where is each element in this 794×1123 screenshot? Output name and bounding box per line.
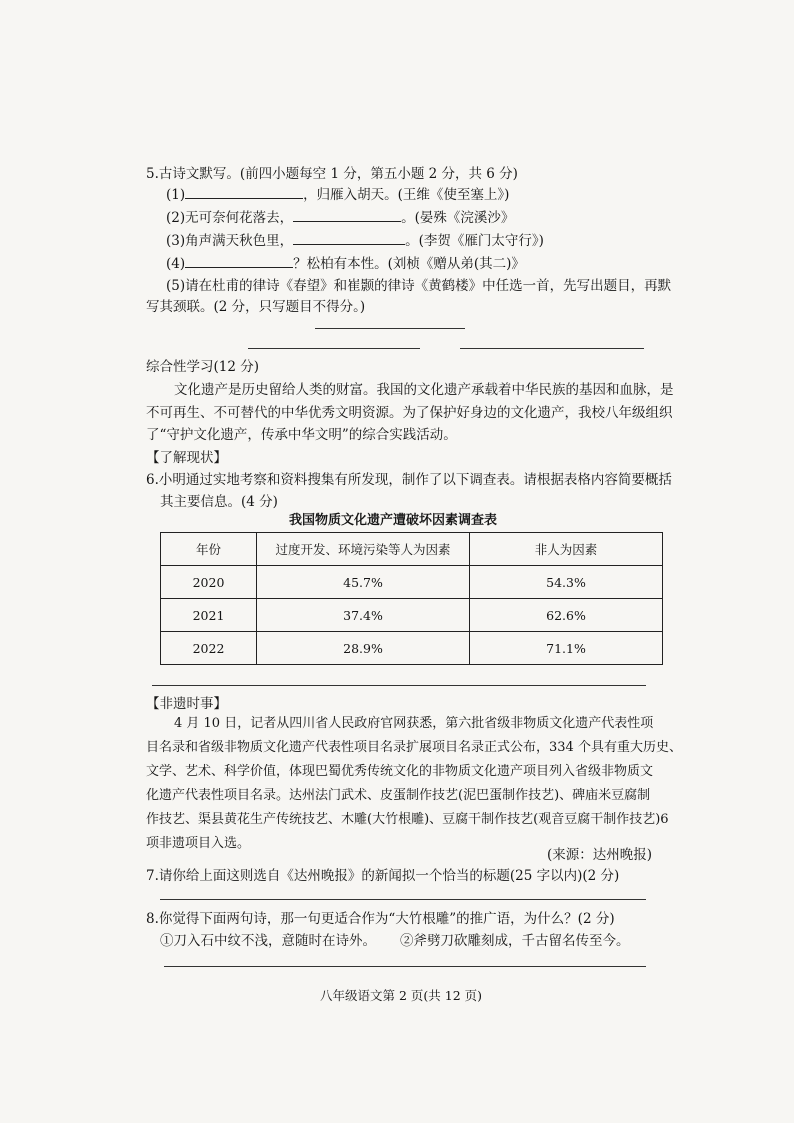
news-line-3: 文学、艺术、科学价值，体现巴蜀优秀传统文化的非物质文化遗产项目列入省级非物质文 bbox=[146, 764, 654, 779]
q5-item-3-num: (3) bbox=[166, 233, 186, 249]
cell-human: 37.4% bbox=[257, 599, 470, 632]
q5-item-3 bbox=[166, 230, 544, 251]
cell-year: 2021 bbox=[161, 599, 257, 632]
q5-item-1-num: (1) bbox=[166, 187, 186, 203]
q5-item-4-num: (4) bbox=[166, 256, 186, 272]
q5-item-2-tail: 。(晏殊《浣溪沙》 bbox=[401, 210, 515, 226]
section-title: 综合性学习(12 分) bbox=[146, 359, 260, 375]
answer-line[interactable] bbox=[160, 899, 646, 900]
cell-nonhuman: 71.1% bbox=[470, 632, 663, 665]
news-source: (来源：达州晚报) bbox=[547, 847, 653, 863]
header-nonhuman-factors: 非人为因素 bbox=[470, 533, 663, 566]
news-line-5: 作技艺、渠县黄花生产传统技艺、木雕(大竹根雕)、豆腐干制作技艺(观音豆腐干制作技艺)6 bbox=[146, 812, 669, 827]
answer-line[interactable] bbox=[164, 966, 646, 967]
table-title: 我国物质文化遗产遭破坏因素调查表 bbox=[289, 513, 498, 528]
intro-line-2: 不可再生、不可替代的中华优秀文明资源。为了保护好身边的文化遗产，我校八年级组织 bbox=[146, 405, 673, 421]
cell-nonhuman: 62.6% bbox=[470, 599, 663, 632]
q7-text: 7.请你给上面这则选自《达州晚报》的新闻拟一个恰当的标题(25 字以内)(2 分) bbox=[146, 868, 620, 884]
table-row bbox=[161, 599, 663, 632]
cell-nonhuman: 54.3% bbox=[470, 566, 663, 599]
answer-blank[interactable] bbox=[293, 230, 405, 245]
q8-option-1: ①刀入石中纹不浅，意随时在诗外。 bbox=[160, 933, 376, 949]
q5-item-2-num: (2) bbox=[166, 210, 186, 226]
answer-blank[interactable] bbox=[185, 184, 303, 199]
q5-item-3-text: 角声满天秋色里， bbox=[185, 233, 294, 249]
table-row bbox=[161, 566, 663, 599]
intro-line-1: 文化遗产是历史留给人类的财富。我国的文化遗产承载着中华民族的基因和血脉，是 bbox=[174, 382, 674, 398]
answer-blank[interactable] bbox=[185, 253, 293, 268]
q6-line-1: 6.小明通过实地考察和资料搜集有所发现，制作了以下调查表。请根据表格内容简要概括 bbox=[146, 472, 672, 488]
q8-option-2: ②斧劈刀砍雕刻成，千古留名传至今。 bbox=[400, 933, 630, 949]
q5-item-1 bbox=[166, 184, 509, 205]
news-line-1: 4 月 10 日，记者从四川省人民政府官网获悉，第六批省级非物质文化遗产代表性项 bbox=[174, 716, 654, 731]
q5-item-3-tail: 。(李贺《雁门太守行》) bbox=[405, 233, 544, 249]
survey-table bbox=[160, 532, 663, 665]
answer-line[interactable] bbox=[152, 685, 646, 686]
news-line-2: 目名录和省级非物质文化遗产代表性项目名录扩展项目名录正式公布，334 个具有重大历史、 bbox=[146, 740, 682, 755]
q5-item-5-line1: (5)请在杜甫的律诗《春望》和崔颢的律诗《黄鹤楼》中任选一首，先写出题目，再默 bbox=[166, 278, 672, 294]
cell-year: 2022 bbox=[161, 632, 257, 665]
q5-item-5-line2: 写其颈联。(2 分，只写题目不得分。) bbox=[146, 299, 366, 315]
q5-stem: 5.古诗文默写。(前四小题每空 1 分，第五小题 2 分，共 6 分) bbox=[146, 166, 518, 182]
table-header-row bbox=[161, 533, 663, 566]
q5-item-2 bbox=[166, 207, 514, 228]
table-row bbox=[161, 632, 663, 665]
answer-line[interactable] bbox=[248, 348, 420, 349]
news-head: 【非遗时事】 bbox=[146, 696, 227, 712]
q5-item-4 bbox=[166, 253, 525, 274]
cell-human: 45.7% bbox=[257, 566, 470, 599]
answer-line[interactable] bbox=[460, 348, 644, 349]
intro-line-3: 了“守护文化遗产，传承中华文明”的综合实践活动。 bbox=[146, 427, 457, 443]
header-year: 年份 bbox=[161, 533, 257, 566]
cell-year: 2020 bbox=[161, 566, 257, 599]
answer-line[interactable] bbox=[315, 328, 465, 329]
answer-blank[interactable] bbox=[293, 207, 401, 222]
page-footer: 八年级语文第 2 页(共 12 页) bbox=[320, 988, 483, 1003]
header-human-factors: 过度开发、环境污染等人为因素 bbox=[257, 533, 470, 566]
q8-text: 8.你觉得下面两句诗，那一句更适合作为“大竹根雕”的推广语，为什么？(2 分) bbox=[146, 911, 615, 927]
news-line-6: 项非遗项目入选。 bbox=[146, 836, 251, 851]
q6-line-2: 其主要信息。(4 分) bbox=[160, 494, 278, 510]
news-line-4: 化遗产代表性项目名录。达州法门武术、皮蛋制作技艺(泥巴蛋制作技艺)、碑庙米豆腐制 bbox=[146, 788, 651, 803]
q5-item-1-text: ，归雁入胡天。(王维《使至塞上》) bbox=[303, 187, 510, 203]
cell-human: 28.9% bbox=[257, 632, 470, 665]
q5-item-4-text: ？松柏有本性。(刘桢《赠从弟(其二)》 bbox=[293, 256, 525, 272]
section-subhead: 【了解现状】 bbox=[146, 450, 227, 466]
q5-item-2-text: 无可奈何花落去， bbox=[185, 210, 294, 226]
